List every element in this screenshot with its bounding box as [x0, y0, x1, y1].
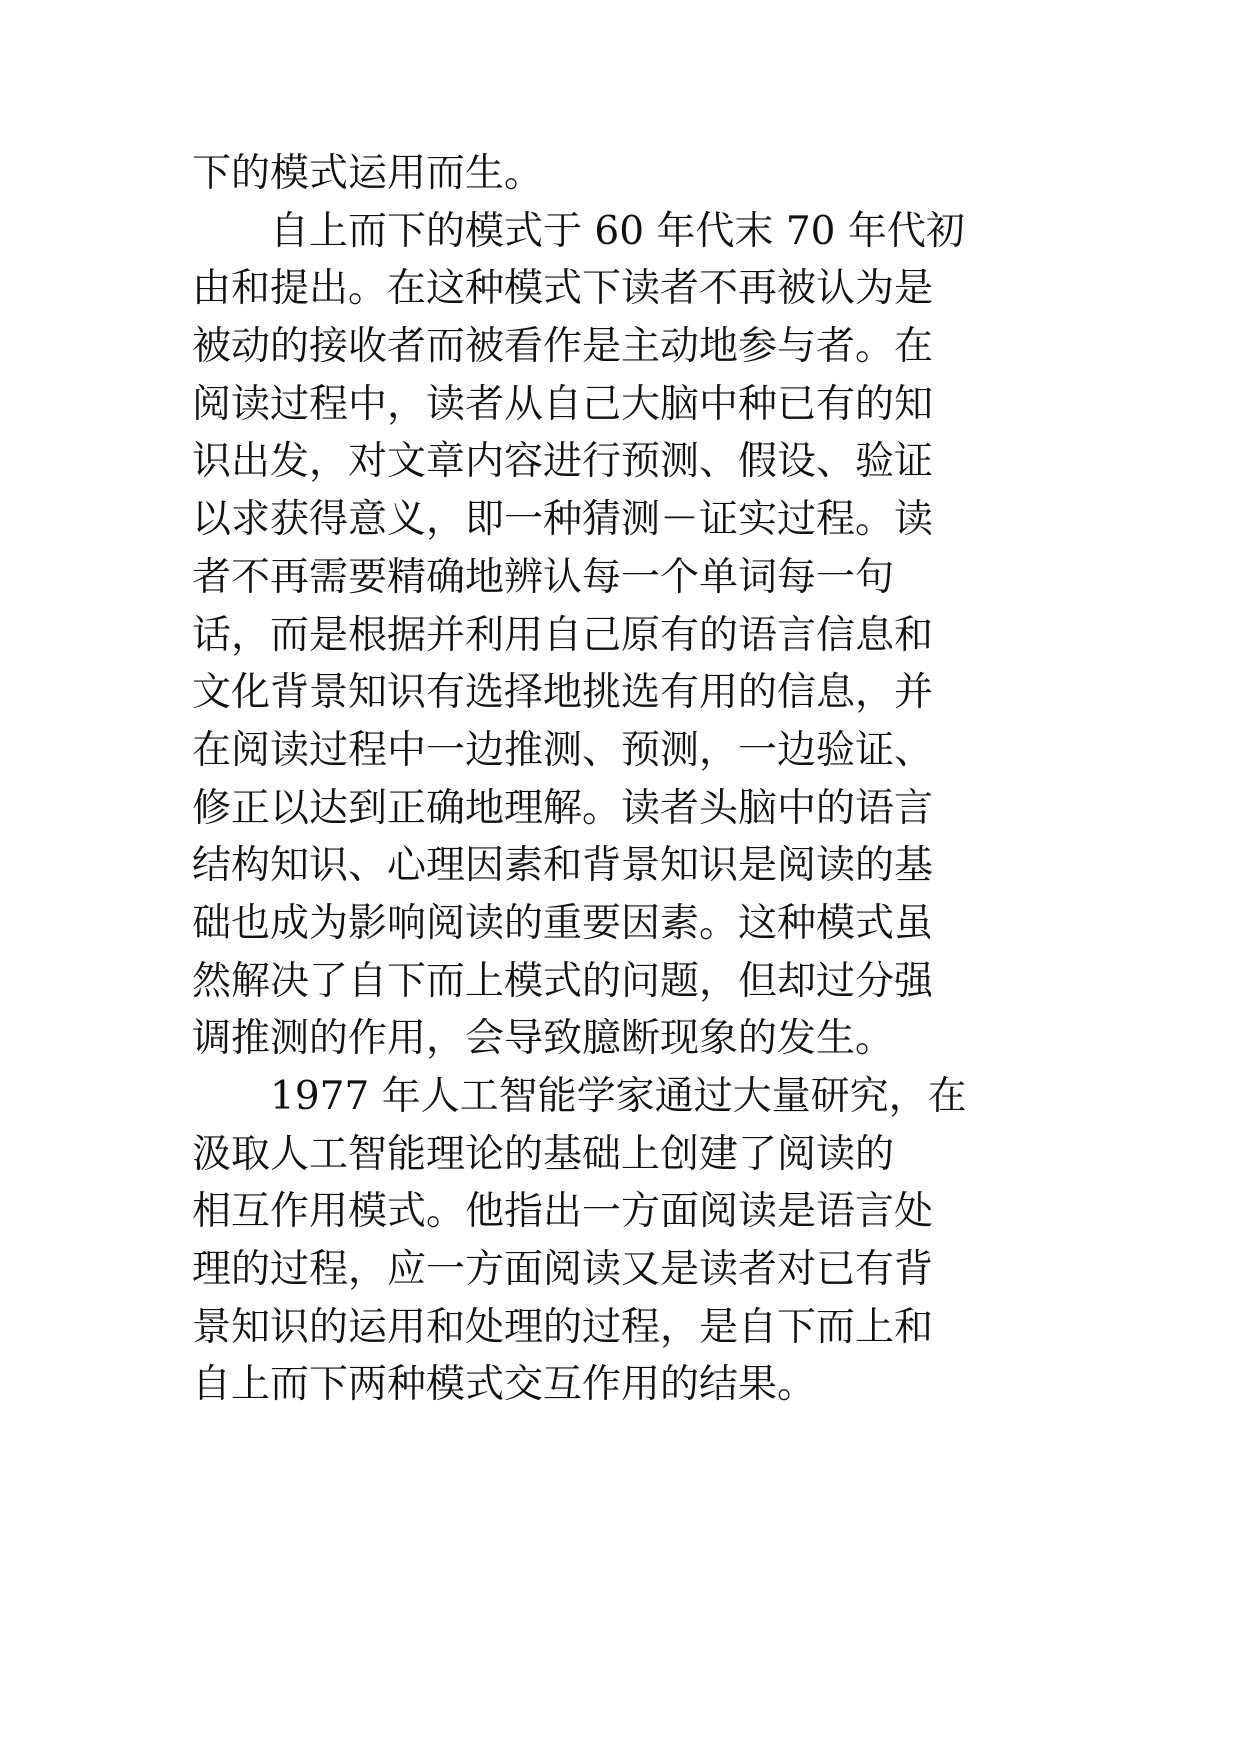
paragraph-start-line: 自上而下的模式于 60 年代末 70 年代初: [270, 208, 965, 254]
text-line: 以求获得意义，即一种猜测－证实过程。读: [192, 497, 934, 543]
body-text: [192, 145, 1072, 1414]
text-line: 被动的接收者而被看作是主动地参与者。在: [192, 324, 934, 370]
text-line: 景知识的运用和处理的过程，是自下而上和: [192, 1304, 934, 1350]
text-line: 调推测的作用，会导致臆断现象的发生。: [192, 1016, 895, 1062]
text-line: 话，而是根据并利用自己原有的语言信息和: [192, 612, 934, 658]
text-line: 然解决了自下而上模式的问题，但却过分强: [192, 958, 934, 1004]
text-line: 自上而下两种模式交互作用的结果。: [192, 1362, 817, 1408]
text-line: 理的过程，应一方面阅读又是读者对已有背: [192, 1247, 934, 1293]
paragraph-start-line: 1977 年人工智能学家通过大量研究，在: [270, 1074, 967, 1119]
text-line: 阅读过程中，读者从自己大脑中种已有的知: [192, 381, 934, 427]
text-line: 识出发，对文章内容进行预测、假设、验证: [192, 439, 934, 485]
text-line: 下的模式运用而生。: [192, 151, 544, 196]
text-line: 修正以达到正确地理解。读者头脑中的语言: [192, 785, 934, 831]
text-line: 由和提出。在这种模式下读者不再被认为是: [192, 266, 934, 312]
text-line: 础也成为影响阅读的重要因素。这种模式虽: [192, 900, 934, 946]
text-line: 在阅读过程中一边推测、预测，一边验证、: [192, 727, 934, 773]
text-line: 相互作用模式。他指出一方面阅读是语言处: [192, 1189, 934, 1235]
text-line: 结构知识、心理因素和背景知识是阅读的基: [192, 843, 934, 889]
text-line: 者不再需要精确地辨认每一个单词每一句: [192, 554, 895, 600]
text-line: 汲取人工智能理论的基础上创建了阅读的: [192, 1131, 895, 1177]
text-line: 文化背景知识有选择地挑选有用的信息，并: [192, 670, 934, 716]
